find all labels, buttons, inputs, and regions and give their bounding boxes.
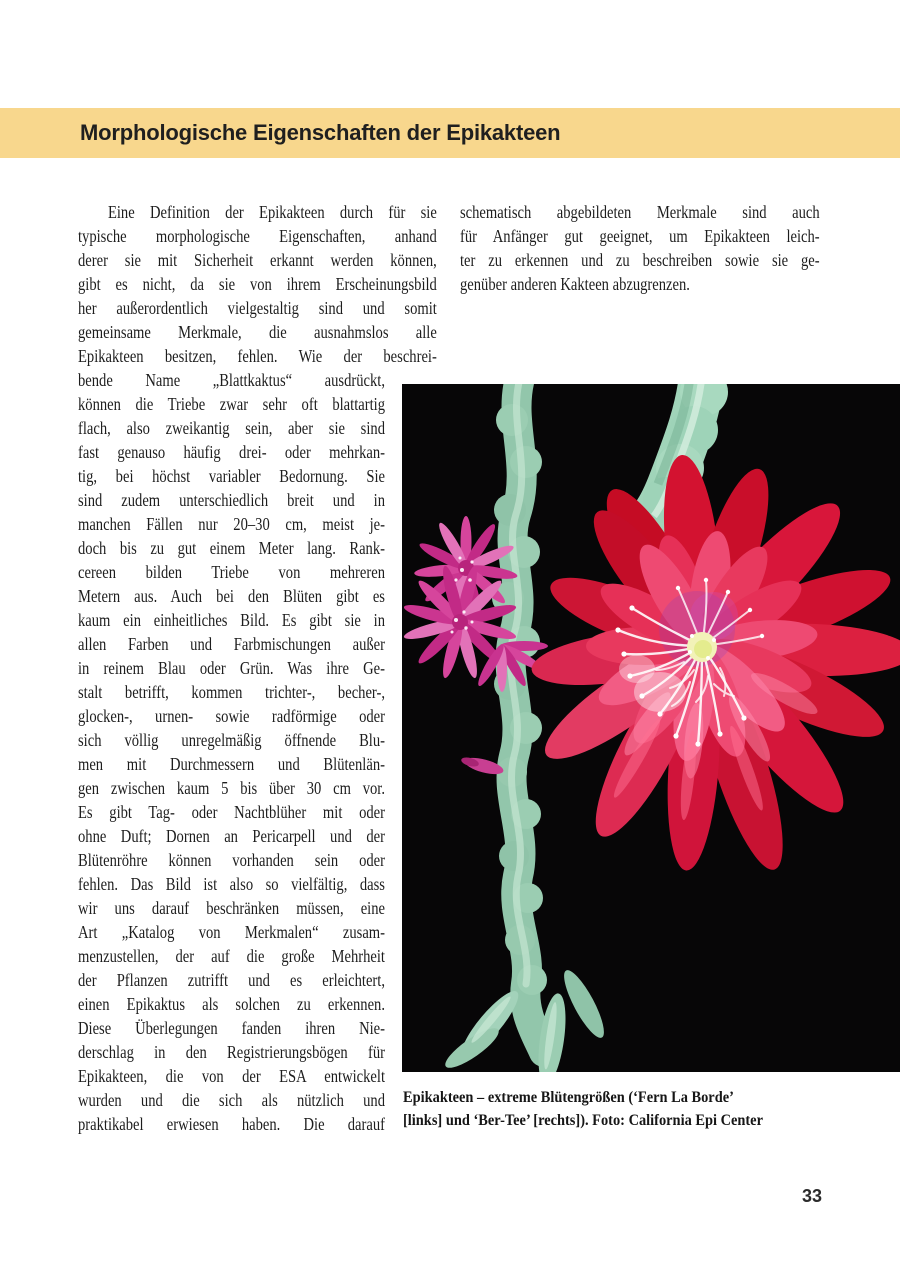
page-title: Morphologische Eigenschaften der Epikakteen bbox=[80, 120, 561, 145]
text-line: stalt betrifft, kommen trichter-, becher-, bbox=[78, 682, 385, 702]
text-line: menzustellen, der auf die große Mehrheit bbox=[78, 946, 385, 966]
right-column bbox=[460, 200, 820, 296]
text-line: Blütenröhre können vorhanden sein oder bbox=[78, 850, 385, 870]
text-line: in reinem Blau oder Grün. Was ihre Ge- bbox=[78, 658, 385, 678]
text-line: derer sie mit Sicherheit erkannt werden können, bbox=[78, 250, 437, 270]
figure-caption-line1: Epikakteen – extreme Blütengrößen (‘Fern La Borde’ bbox=[403, 1089, 734, 1106]
text-line: allen Farben und Farbmischungen außer bbox=[78, 634, 385, 654]
text-line: der Pflanzen zutrifft und es erleichtert, bbox=[78, 970, 385, 990]
text-line: gen zwischen kaum 5 bis über 30 cm vor. bbox=[78, 778, 385, 798]
text-line: flach, also zweikantig sein, aber sie sind bbox=[78, 418, 385, 438]
left-column-narrow-text bbox=[78, 368, 385, 1136]
text-line: schematisch abgebildeten Merkmale sind auch bbox=[460, 202, 820, 222]
text-line: bende Name „Blattkaktus“ ausdrückt, bbox=[78, 370, 385, 390]
text-line: ter zu erkennen und zu beschreiben sowie sie ge- bbox=[460, 250, 820, 270]
text-line: doch bis zu gut einem Meter lang. Rank- bbox=[78, 538, 385, 558]
left-column-wide-text bbox=[78, 200, 437, 368]
text-line: manchen Fällen nur 20–30 cm, meist je- bbox=[78, 514, 385, 534]
figure-caption-line2: [links] und ‘Ber-Tee’ [rechts]). Foto: California Epi Center bbox=[403, 1112, 763, 1129]
epicactus-photo bbox=[402, 384, 900, 1072]
text-line: einen Epikaktus als solchen zu erkennen. bbox=[78, 994, 385, 1014]
figure-caption bbox=[403, 1086, 853, 1132]
text-line: fast genauso häufig drei- oder mehrkan- bbox=[78, 442, 385, 462]
text-line: kaum ein einheitliches Bild. Es gibt sie in bbox=[78, 610, 385, 630]
text-line: derschlag in den Registrierungsbögen für bbox=[78, 1042, 385, 1062]
right-column-text bbox=[460, 200, 820, 296]
text-line: ohne Duft; Dornen an Pericarpell und der bbox=[78, 826, 385, 846]
text-line: fehlen. Das Bild ist also so vielfältig, dass bbox=[78, 874, 385, 894]
text-line: wurden und die sich als nützlich und bbox=[78, 1090, 385, 1110]
text-line: Es gibt Tag- oder Nachtblüher mit oder bbox=[78, 802, 385, 822]
text-line: her außerordentlich vielgestaltig sind und somit bbox=[78, 298, 437, 318]
text-line: sind zudem unterschiedlich breit und in bbox=[78, 490, 385, 510]
page-number: 33 bbox=[801, 1186, 823, 1206]
text-line: wir uns darauf beschränken müssen, eine bbox=[78, 898, 385, 918]
text-line: Epikakteen, die von der ESA entwickelt bbox=[78, 1066, 385, 1086]
text-line: können die Triebe zwar sehr oft blattartig bbox=[78, 394, 385, 414]
text-line: Eine Definition der Epikakteen durch für sie bbox=[107, 202, 437, 222]
text-line: Art „Katalog von Merkmalen“ zusam- bbox=[78, 922, 385, 942]
text-line: cereen bilden Triebe von mehreren bbox=[78, 562, 385, 582]
text-line: gibt es nicht, da sie von ihrem Erscheinungsbild bbox=[78, 274, 437, 294]
text-line: glocken-, urnen- sowie radförmige oder bbox=[78, 706, 385, 726]
text-line: genüber anderen Kakteen abzugrenzen. bbox=[460, 274, 690, 294]
epicactus-photo-illustration bbox=[402, 384, 900, 1072]
text-line: Epikakteen besitzen, fehlen. Wie der beschrei- bbox=[78, 346, 437, 366]
text-line: für Anfänger gut geeignet, um Epikakteen leich- bbox=[460, 226, 820, 246]
text-line: gemeinsame Merkmale, die ausnahmslos alle bbox=[78, 322, 437, 342]
header-band bbox=[0, 108, 900, 158]
text-line: sich völlig unregelmäßig öffnende Blu- bbox=[78, 730, 385, 750]
left-column bbox=[78, 200, 438, 1136]
text-line: typische morphologische Eigenschaften, anhand bbox=[78, 226, 437, 246]
text-line: Metern aus. Auch bei den Blüten gibt es bbox=[78, 586, 385, 606]
text-line: praktikabel erwiesen haben. Die darauf bbox=[78, 1114, 385, 1134]
text-line: tig, bei höchst variabler Bedornung. Sie bbox=[78, 466, 385, 486]
text-line: Diese Überlegungen fanden ihren Nie- bbox=[78, 1018, 385, 1038]
text-line: men mit Durchmessern und Blütenlän- bbox=[78, 754, 385, 774]
